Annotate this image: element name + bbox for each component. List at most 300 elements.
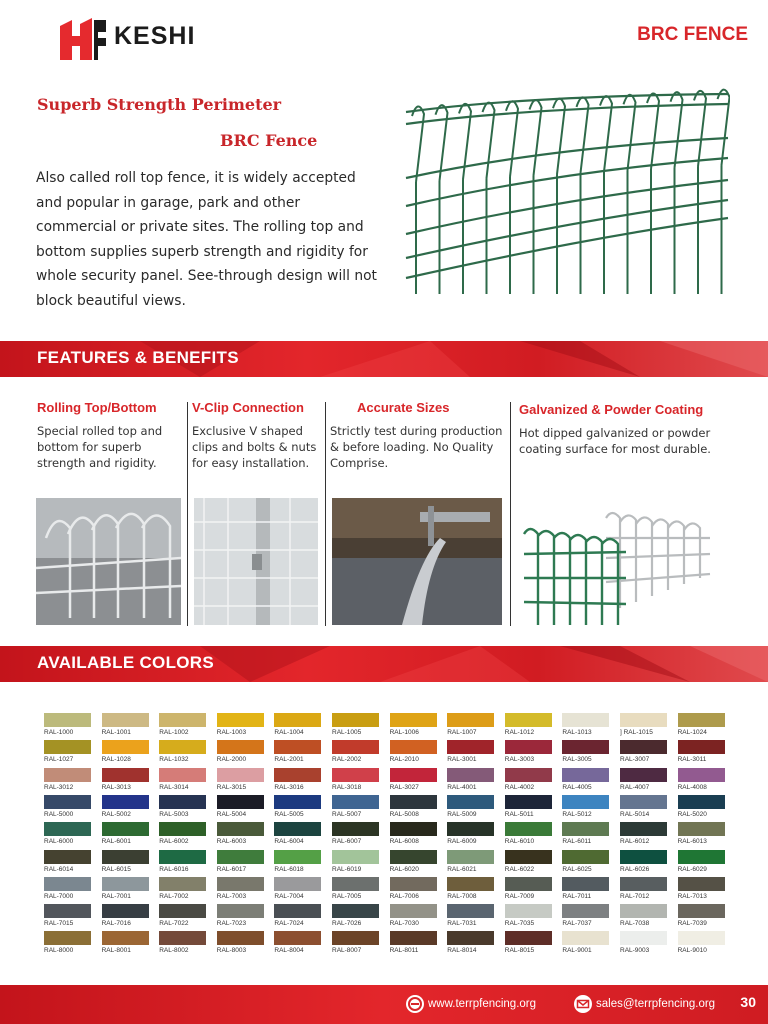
swatch-label: RAL-1007 xyxy=(447,729,477,736)
swatch-chip xyxy=(620,877,667,891)
color-swatch xyxy=(217,795,264,818)
color-swatch xyxy=(274,822,321,845)
swatch-label: RAL-1032 xyxy=(159,756,189,764)
swatch-chip xyxy=(274,822,321,836)
colors-title: AVAILABLE COLORS xyxy=(37,653,214,672)
color-swatch xyxy=(274,740,321,763)
globe-icon xyxy=(406,995,424,1013)
color-swatch xyxy=(678,740,725,763)
color-swatch xyxy=(332,877,379,900)
color-swatch xyxy=(447,713,494,736)
swatch-chip xyxy=(274,850,321,864)
color-swatch xyxy=(217,740,264,763)
swatch-label: RAL-5011 xyxy=(504,810,534,818)
color-swatch xyxy=(390,795,437,818)
swatch-label: RAL-7005 xyxy=(332,892,362,900)
swatch-label: RAL-8002 xyxy=(159,947,189,955)
page-number: 30 xyxy=(740,994,756,1010)
swatch-label: RAL-7015 xyxy=(44,920,74,928)
feature-text: Exclusive V shaped clips and bolts & nuts for easy installation. xyxy=(192,424,317,470)
swatch-label: RAL-5009 xyxy=(447,810,477,818)
swatch-label: RAL-6015 xyxy=(101,865,131,873)
swatch-label: RAL-1001 xyxy=(101,729,131,736)
swatch-chip xyxy=(102,795,149,809)
swatch-chip xyxy=(505,850,552,864)
color-swatch xyxy=(44,768,91,791)
color-swatch xyxy=(44,822,91,845)
swatch-label: RAL-7000 xyxy=(44,892,74,900)
color-swatch xyxy=(447,768,494,791)
swatch-chip xyxy=(217,850,264,864)
email-link[interactable] xyxy=(574,995,715,1013)
swatch-chip xyxy=(447,850,494,864)
swatch-label: RAL-6022 xyxy=(504,865,535,873)
swatch-label: RAL-1012 xyxy=(504,729,535,736)
swatch-chip xyxy=(332,768,379,782)
swatch-chip xyxy=(678,850,725,864)
swatch-label: RAL-7024 xyxy=(274,920,304,928)
feature-text: Hot dipped galvanized or powder coating surface for most durable. xyxy=(519,426,711,456)
color-swatch xyxy=(159,904,206,927)
feature-title: Rolling Top/Bottom xyxy=(37,400,157,415)
swatch-chip xyxy=(102,850,149,864)
color-swatch xyxy=(505,850,552,873)
swatch-label: RAL-5008 xyxy=(389,810,419,818)
color-swatch xyxy=(562,795,609,818)
color-swatch xyxy=(620,740,667,763)
color-swatch xyxy=(390,822,437,845)
swatch-label: RAL-1006 xyxy=(389,729,419,736)
swatch-label: RAL-8004 xyxy=(274,947,304,955)
swatch-chip xyxy=(620,822,667,836)
swatch-label: RAL-6020 xyxy=(389,865,419,873)
swatch-chip xyxy=(102,822,149,836)
swatch-label: RAL-6002 xyxy=(159,838,189,846)
swatch-chip xyxy=(217,904,264,918)
feature-rolling-top xyxy=(37,400,182,471)
color-swatch xyxy=(678,795,725,818)
swatch-label: RAL-5005 xyxy=(274,810,304,818)
swatch-label: RAL-1002 xyxy=(159,729,189,736)
swatch-label: RAL-5007 xyxy=(332,810,362,818)
swatch-chip xyxy=(505,768,552,782)
swatch-chip xyxy=(390,822,437,836)
swatch-label: RAL-3007 xyxy=(620,756,650,764)
swatch-label: RAL-7003 xyxy=(216,892,247,900)
swatch-chip xyxy=(562,904,609,918)
color-swatch xyxy=(620,850,667,873)
swatch-label: RAL-7026 xyxy=(332,920,362,928)
swatch-label: RAL-7016 xyxy=(101,920,131,928)
swatch-label: RAL-8011 xyxy=(389,947,419,955)
color-swatch xyxy=(620,931,667,954)
swatch-label: RAL-7006 xyxy=(389,892,419,900)
swatch-chip xyxy=(678,822,725,836)
color-swatch xyxy=(332,904,379,927)
color-swatch xyxy=(505,904,552,927)
swatch-chip xyxy=(102,931,149,945)
swatch-chip xyxy=(678,713,725,727)
color-swatch xyxy=(102,795,149,818)
color-swatch-grid xyxy=(44,713,734,958)
swatch-label: RAL-7013 xyxy=(677,892,707,900)
color-swatch xyxy=(562,822,609,845)
color-swatch xyxy=(447,850,494,873)
swatch-label: RAL-1027 xyxy=(44,756,74,764)
swatch-chip xyxy=(390,904,437,918)
swatch-label: RAL-7022 xyxy=(159,920,189,928)
color-swatch xyxy=(217,768,264,791)
color-swatch xyxy=(447,904,494,927)
swatch-chip xyxy=(390,931,437,945)
swatch-chip xyxy=(678,904,725,918)
swatch-label: RAL-3016 xyxy=(274,783,304,791)
swatch-label: RAL-9001 xyxy=(562,947,592,955)
swatch-label: RAL-3013 xyxy=(101,783,131,791)
color-swatch xyxy=(562,877,609,900)
swatch-chip xyxy=(159,713,206,727)
color-swatch xyxy=(274,795,321,818)
swatch-chip xyxy=(44,740,91,754)
swatch-chip xyxy=(332,822,379,836)
swatch-label: RAL-5014 xyxy=(620,810,650,818)
swatch-label: ] RAL-1015 xyxy=(620,729,653,736)
swatch-label: RAL-8001 xyxy=(101,947,131,955)
swatch-label: RAL-6014 xyxy=(44,865,74,873)
swatch-chip xyxy=(332,795,379,809)
color-swatch xyxy=(505,877,552,900)
color-swatch xyxy=(505,740,552,763)
swatch-chip xyxy=(332,877,379,891)
swatch-label: RAL-4001 xyxy=(447,783,477,791)
color-swatch xyxy=(562,740,609,763)
swatch-label: RAL-7030 xyxy=(389,920,419,928)
swatch-label: RAL-5003 xyxy=(159,810,189,818)
swatch-label: RAL-5020 xyxy=(677,810,707,818)
swatch-label: RAL-7031 xyxy=(447,920,477,928)
color-swatch xyxy=(390,740,437,763)
swatch-label: RAL-1003 xyxy=(216,729,247,736)
color-swatch xyxy=(44,713,91,736)
swatch-label: RAL-7012 xyxy=(620,892,650,900)
swatch-chip xyxy=(678,931,725,945)
swatch-label: RAL-6018 xyxy=(274,865,304,873)
swatch-chip xyxy=(217,822,264,836)
swatch-label: RAL-6029 xyxy=(677,865,707,873)
column-divider xyxy=(325,402,326,626)
swatch-label: RAL-5002 xyxy=(101,810,131,818)
swatch-chip xyxy=(102,713,149,727)
color-swatch xyxy=(274,768,321,791)
swatch-label: RAL-6007 xyxy=(332,838,362,846)
color-swatch xyxy=(390,768,437,791)
color-swatch xyxy=(620,795,667,818)
swatch-label: RAL-3014 xyxy=(159,783,189,791)
swatch-label: RAL-7008 xyxy=(447,892,477,900)
accurate-sizes-photo xyxy=(332,498,502,625)
swatch-chip xyxy=(390,877,437,891)
color-swatch xyxy=(102,904,149,927)
swatch-chip xyxy=(159,740,206,754)
swatch-chip xyxy=(44,713,91,727)
swatch-chip xyxy=(620,850,667,864)
swatch-label: RAL-6025 xyxy=(562,865,592,873)
brand-logo xyxy=(58,16,218,62)
swatch-label: RAL-6010 xyxy=(504,838,535,846)
color-swatch xyxy=(44,795,91,818)
rolling-top-photo xyxy=(36,498,181,625)
mail-icon xyxy=(574,995,592,1013)
email-text: sales@terrpfencing.org xyxy=(596,998,716,1011)
color-swatch xyxy=(447,740,494,763)
color-swatch xyxy=(678,850,725,873)
swatch-chip xyxy=(620,713,667,727)
swatch-chip xyxy=(217,877,264,891)
swatch-label: RAL-6009 xyxy=(447,838,477,846)
swatch-chip xyxy=(159,931,206,945)
swatch-label: RAL-6026 xyxy=(620,865,650,873)
swatch-chip xyxy=(217,795,264,809)
swatch-label: RAL-5004 xyxy=(216,810,247,818)
color-swatch xyxy=(332,713,379,736)
swatch-chip xyxy=(620,931,667,945)
swatch-label: RAL-4007 xyxy=(620,783,650,791)
swatch-chip xyxy=(390,768,437,782)
color-swatch xyxy=(390,713,437,736)
color-swatch xyxy=(217,822,264,845)
swatch-chip xyxy=(505,877,552,891)
swatch-chip xyxy=(620,904,667,918)
swatch-chip xyxy=(217,931,264,945)
swatch-chip xyxy=(505,822,552,836)
swatch-chip xyxy=(562,822,609,836)
swatch-chip xyxy=(447,768,494,782)
swatch-chip xyxy=(505,795,552,809)
color-swatch xyxy=(102,768,149,791)
swatch-chip xyxy=(447,877,494,891)
swatch-chip xyxy=(274,931,321,945)
swatch-chip xyxy=(274,740,321,754)
swatch-chip xyxy=(44,904,91,918)
color-swatch xyxy=(620,768,667,791)
swatch-label: RAL-4005 xyxy=(562,783,592,791)
swatch-label: RAL-5012 xyxy=(562,810,592,818)
swatch-chip xyxy=(44,768,91,782)
swatch-chip xyxy=(505,740,552,754)
feature-galvanized xyxy=(519,402,739,457)
swatch-label: RAL-9010 xyxy=(677,947,707,955)
color-swatch xyxy=(102,740,149,763)
swatch-chip xyxy=(505,931,552,945)
color-swatch xyxy=(274,904,321,927)
color-swatch xyxy=(562,713,609,736)
product-title: BRC FENCE xyxy=(637,24,748,45)
color-swatch xyxy=(274,713,321,736)
color-swatch xyxy=(505,713,552,736)
logo-wordmark: KESHI xyxy=(114,22,196,50)
swatch-chip xyxy=(274,713,321,727)
feature-v-clip xyxy=(192,400,324,471)
swatch-chip xyxy=(620,795,667,809)
swatch-label: RAL-6013 xyxy=(677,838,707,846)
swatch-chip xyxy=(44,931,91,945)
color-swatch xyxy=(678,713,725,736)
color-swatch xyxy=(678,931,725,954)
swatch-chip xyxy=(332,713,379,727)
swatch-label: RAL-4002 xyxy=(504,783,535,791)
swatch-chip xyxy=(562,740,609,754)
swatch-label: RAL-3005 xyxy=(562,756,592,764)
color-swatch xyxy=(390,931,437,954)
swatch-label: RAL-6008 xyxy=(389,838,419,846)
swatch-label: RAL-6000 xyxy=(44,838,74,846)
color-swatch xyxy=(159,768,206,791)
color-swatch xyxy=(159,795,206,818)
footer xyxy=(0,985,768,1024)
swatch-chip xyxy=(678,877,725,891)
swatch-label: RAL-7039 xyxy=(677,920,707,928)
swatch-chip xyxy=(274,795,321,809)
swatch-chip xyxy=(562,850,609,864)
swatch-chip xyxy=(44,795,91,809)
intro-paragraph: Also called roll top fence, it is widely accepted and popular in garage, park and other commercial or private sites. The rolling top and bottom supplies superb strength and rigidity for whole security panel. See-through design will not block beautiful views. xyxy=(36,170,377,309)
swatch-chip xyxy=(159,904,206,918)
column-divider xyxy=(510,402,511,626)
swatch-label: RAL-5000 xyxy=(44,810,74,818)
color-swatch xyxy=(505,822,552,845)
swatch-chip xyxy=(217,740,264,754)
swatch-chip xyxy=(678,768,725,782)
swatch-label: RAL-8014 xyxy=(447,947,477,955)
swatch-label: RAL-4008 xyxy=(677,783,707,791)
color-swatch xyxy=(332,850,379,873)
swatch-label: RAL-3015 xyxy=(216,783,247,791)
v-clip-photo xyxy=(194,498,318,625)
swatch-chip xyxy=(159,795,206,809)
swatch-chip xyxy=(102,877,149,891)
color-swatch xyxy=(447,931,494,954)
swatch-chip xyxy=(447,822,494,836)
features-banner xyxy=(0,341,768,377)
swatch-chip xyxy=(447,904,494,918)
feature-title: Accurate Sizes xyxy=(357,400,450,415)
swatch-label: RAL-8003 xyxy=(216,947,247,955)
color-swatch xyxy=(102,850,149,873)
swatch-chip xyxy=(102,740,149,754)
swatch-chip xyxy=(332,850,379,864)
swatch-label: RAL-6004 xyxy=(274,838,304,846)
swatch-label: RAL-6017 xyxy=(216,865,247,873)
swatch-label: RAL-3003 xyxy=(504,756,535,764)
swatch-chip xyxy=(159,850,206,864)
swatch-chip xyxy=(44,822,91,836)
color-swatch xyxy=(562,768,609,791)
color-swatch xyxy=(44,877,91,900)
swatch-chip xyxy=(159,877,206,891)
swatch-label: RAL-7037 xyxy=(562,920,592,928)
swatch-chip xyxy=(102,768,149,782)
swatch-label: RAL-2000 xyxy=(216,756,247,764)
color-swatch xyxy=(159,822,206,845)
swatch-chip xyxy=(332,740,379,754)
swatch-label: RAL-7002 xyxy=(159,892,189,900)
feature-text: Strictly test during production & before loading. No Quality Comprise. xyxy=(330,424,503,470)
color-swatch xyxy=(447,795,494,818)
swatch-chip xyxy=(620,740,667,754)
color-swatch xyxy=(274,850,321,873)
feature-accurate-sizes xyxy=(330,400,505,471)
swatch-chip xyxy=(390,795,437,809)
color-swatch xyxy=(44,850,91,873)
swatch-label: RAL-9003 xyxy=(620,947,650,955)
color-swatch xyxy=(217,931,264,954)
color-swatch xyxy=(274,877,321,900)
color-swatch xyxy=(332,795,379,818)
color-swatch xyxy=(332,822,379,845)
swatch-label: RAL-7023 xyxy=(216,920,247,928)
swatch-label: RAL-7011 xyxy=(562,892,592,900)
swatch-chip xyxy=(390,740,437,754)
swatch-label: RAL-1024 xyxy=(677,729,707,736)
swatch-chip xyxy=(447,713,494,727)
color-swatch xyxy=(447,877,494,900)
color-swatch xyxy=(678,768,725,791)
swatch-chip xyxy=(620,768,667,782)
color-swatch xyxy=(217,904,264,927)
swatch-label: RAL-6019 xyxy=(332,865,362,873)
swatch-chip xyxy=(159,822,206,836)
color-swatch xyxy=(390,877,437,900)
swatch-label: RAL-3001 xyxy=(447,756,477,764)
swatch-label: RAL-6021 xyxy=(447,865,477,873)
swatch-chip xyxy=(102,904,149,918)
swatch-label: RAL-3027 xyxy=(389,783,419,791)
swatch-chip xyxy=(44,877,91,891)
color-swatch xyxy=(217,850,264,873)
swatch-chip xyxy=(159,768,206,782)
color-swatch xyxy=(562,904,609,927)
color-swatch xyxy=(332,740,379,763)
swatch-chip xyxy=(217,713,264,727)
swatch-label: RAL-3018 xyxy=(332,783,362,791)
color-swatch xyxy=(678,822,725,845)
swatch-chip xyxy=(562,768,609,782)
swatch-label: RAL-1005 xyxy=(332,729,362,736)
color-swatch xyxy=(390,850,437,873)
swatch-chip xyxy=(447,795,494,809)
color-swatch xyxy=(620,822,667,845)
swatch-label: RAL-2010 xyxy=(389,756,419,764)
swatch-label: RAL-6011 xyxy=(562,838,592,846)
color-swatch xyxy=(44,740,91,763)
swatch-label: RAL-8015 xyxy=(504,947,535,955)
color-swatch xyxy=(44,904,91,927)
swatch-chip xyxy=(562,795,609,809)
color-swatch xyxy=(678,904,725,927)
swatch-label: RAL-7009 xyxy=(504,892,535,900)
color-swatch xyxy=(505,795,552,818)
color-swatch xyxy=(102,931,149,954)
website-link[interactable] xyxy=(406,995,536,1013)
swatch-label: RAL-7001 xyxy=(101,892,131,900)
swatch-label: RAL-1000 xyxy=(44,729,74,736)
feature-title: Galvanized & Powder Coating xyxy=(519,402,704,417)
swatch-label: RAL-3012 xyxy=(44,783,74,791)
feature-title: V-Clip Connection xyxy=(192,400,304,415)
color-swatch xyxy=(44,931,91,954)
color-swatch xyxy=(274,931,321,954)
features-title: FEATURES & BENEFITS xyxy=(37,348,239,367)
